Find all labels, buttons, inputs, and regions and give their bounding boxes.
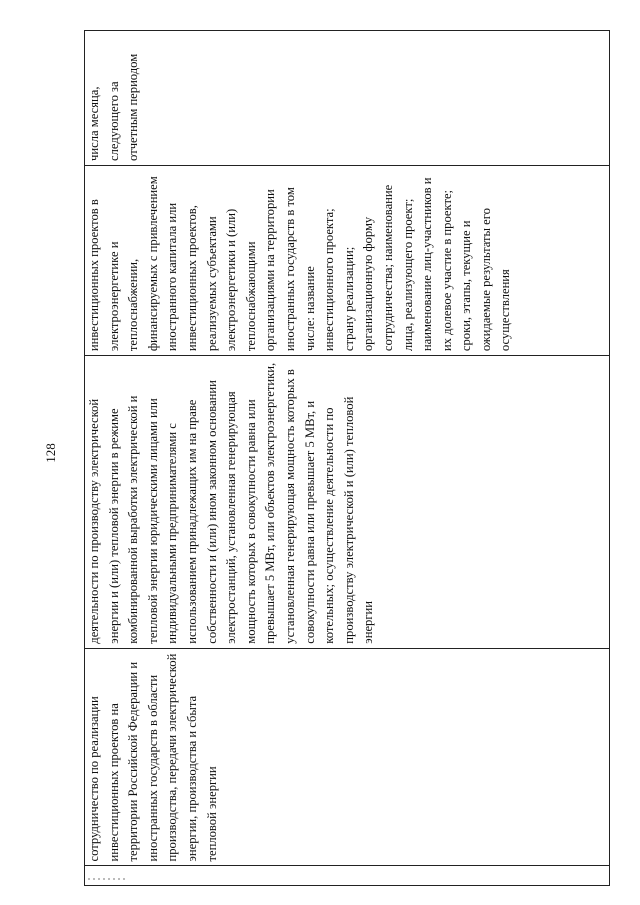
page-number: 128 [43, 443, 58, 463]
scan-artifact [88, 878, 128, 880]
cell-col5: числа месяца, следующего за отчетным периодом [85, 31, 610, 166]
cell-col4: инвестиционных проектов в электроэнергетике и теплоснабжении, финансируемых с привлечением иностранного капитала или инвестиционных проектов, реализуемых субъектами электроэнергетики и (или) теплоснабжающими организациями на территории иностранных государств в том числе: название инвестиционного проекта; страну реализации; организационную форму сотрудничества; наименование лица, реализующего проект; наименование лиц-участников и их долевое участие в проекте; сроки, этапы, текущие и ожидаемые результаты его осуществления [85, 165, 610, 355]
rotated-table-sheet [84, 30, 610, 886]
cell-col2: сотрудничество по реализации инвестиционных проектов на территории Российской Федерации и иностранных государств в области производства, передачи электрической энергии, производства и сбыта тепловой энергии [85, 648, 610, 866]
table-row [85, 31, 610, 886]
document-table [84, 30, 610, 886]
cell-col3: деятельности по производству электрической энергии и (или) тепловой энергии в режиме комбинированной выработки электрической и тепловой энергии юридическими лицами или индивидуальными предпринимателями с использованием принадлежащих им на праве собственности и (или) ином законном основании электростанций, установленная генерирующая мощность которых в совокупности равна или превышает 5 МВт, или объектов электроэнергетики, установленная генерирующая мощность которых в совокупности равна или превышает 5 МВт, и котельных; осуществление деятельности по производству электрической и (или) тепловой энергии [85, 356, 610, 649]
cell-col1 [85, 866, 610, 886]
